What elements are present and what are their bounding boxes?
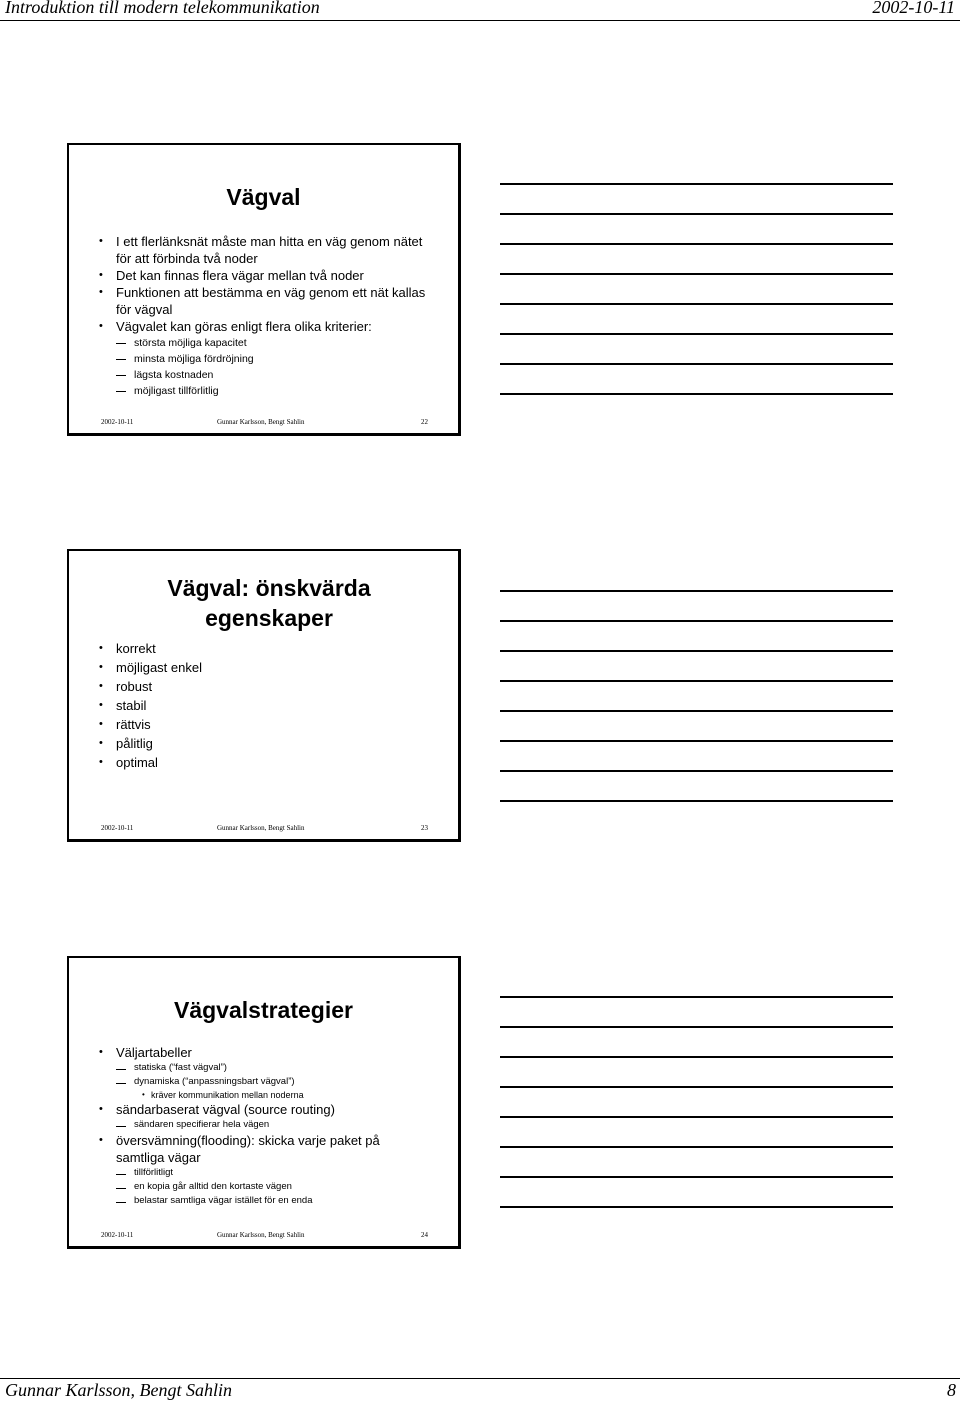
- footer-authors: Gunnar Karlsson, Bengt Sahlin: [5, 1380, 233, 1400]
- note-line: [500, 740, 893, 742]
- bullet-item: • sändarbaserat vägval (source routing): [99, 1101, 398, 1118]
- note-line: [500, 800, 893, 802]
- note-line: [500, 273, 893, 275]
- note-line: [500, 770, 893, 772]
- note-line: [500, 1206, 893, 1208]
- note-line: [500, 213, 893, 215]
- note-line: [500, 1176, 893, 1178]
- page-footer: [0, 1378, 960, 1403]
- bullet-item: • korrekt: [99, 639, 448, 658]
- note-line: [500, 183, 893, 185]
- slide-bullets: [99, 1044, 398, 1208]
- sub-bullet-item: största möjliga kapacitet: [99, 335, 428, 351]
- slide-number: 22: [421, 418, 428, 426]
- slide-footer-authors: Gunnar Karlsson, Bengt Sahlin: [217, 1231, 305, 1239]
- bullet-item: • Funktionen att bestämma en väg genom ett nät kallas för vägval: [99, 284, 428, 318]
- slide-24: [67, 956, 461, 1249]
- slide-title: Vägvalstrategier: [174, 997, 353, 1023]
- bullet-item: • Det kan finnas flera vägar mellan två noder: [99, 267, 428, 284]
- sub-bullet-item: möjligast tillförlitlig: [99, 383, 428, 399]
- slide-footer-date: 2002-10-11: [101, 824, 134, 832]
- document-title: Introduktion till modern telekommunikation: [5, 0, 320, 17]
- slide-number: 23: [421, 824, 428, 832]
- note-line: [500, 1086, 893, 1088]
- bullet-item: • Vägvalet kan göras enligt flera olika kriterier:: [99, 318, 428, 335]
- slide-bullets: [99, 233, 428, 399]
- note-line: [500, 590, 893, 592]
- slide-footer-date: 2002-10-11: [101, 418, 134, 426]
- sub-bullet-item: tillförlitligt: [99, 1166, 398, 1180]
- slide-number: 24: [421, 1231, 428, 1239]
- note-line: [500, 393, 893, 395]
- slide-bullets: [99, 639, 448, 772]
- note-line: [500, 363, 893, 365]
- note-line: [500, 303, 893, 305]
- slide-23: [67, 549, 461, 842]
- bullet-item: • optimal: [99, 753, 448, 772]
- page-header: [0, 0, 960, 21]
- sub-bullet-item: minsta möjliga fördröjning: [99, 351, 428, 367]
- bullet-item: • robust: [99, 677, 448, 696]
- note-line: [500, 1116, 893, 1118]
- page-number: 8: [947, 1380, 956, 1400]
- sub-bullet-item: statiska (“fast vägval”): [99, 1061, 398, 1075]
- bullet-item: • översvämning(flooding): skicka varje paket på samtliga vägar: [99, 1132, 398, 1166]
- bullet-item: • pålitlig: [99, 734, 448, 753]
- bullet-item: • I ett flerlänksnät måste man hitta en väg genom nätet för att förbinda två noder: [99, 233, 428, 267]
- sub-bullet-item: belastar samtliga vägar istället för en enda: [99, 1194, 398, 1208]
- bullet-item: • stabil: [99, 696, 448, 715]
- sub-bullet-item: lägsta kostnaden: [99, 367, 428, 383]
- bullet-item: • Väljartabeller: [99, 1044, 398, 1061]
- slide-title: Vägval: önskvärda egenskaper: [167, 575, 371, 631]
- slide-footer-date: 2002-10-11: [101, 1231, 134, 1239]
- note-line: [500, 1026, 893, 1028]
- sub-sub-bullet-item: • kräver kommunikation mellan noderna: [99, 1089, 398, 1101]
- slide-footer-authors: Gunnar Karlsson, Bengt Sahlin: [217, 418, 305, 426]
- document-date: 2002-10-11: [872, 0, 955, 17]
- slide-title: Vägval: [226, 184, 301, 210]
- slide-footer-authors: Gunnar Karlsson, Bengt Sahlin: [217, 824, 305, 832]
- sub-bullet-item: sändaren specifierar hela vägen: [99, 1118, 398, 1132]
- note-line: [500, 1146, 893, 1148]
- note-line: [500, 333, 893, 335]
- bullet-item: • rättvis: [99, 715, 448, 734]
- note-line: [500, 243, 893, 245]
- bullet-item: • möjligast enkel: [99, 658, 448, 677]
- note-line: [500, 710, 893, 712]
- sub-bullet-item: dynamiska (“anpassningsbart vägval”): [99, 1075, 398, 1089]
- note-line: [500, 1056, 893, 1058]
- note-line: [500, 996, 893, 998]
- slide-22: [67, 143, 461, 436]
- note-line: [500, 680, 893, 682]
- note-line: [500, 650, 893, 652]
- sub-bullet-item: en kopia går alltid den kortaste vägen: [99, 1180, 398, 1194]
- note-line: [500, 620, 893, 622]
